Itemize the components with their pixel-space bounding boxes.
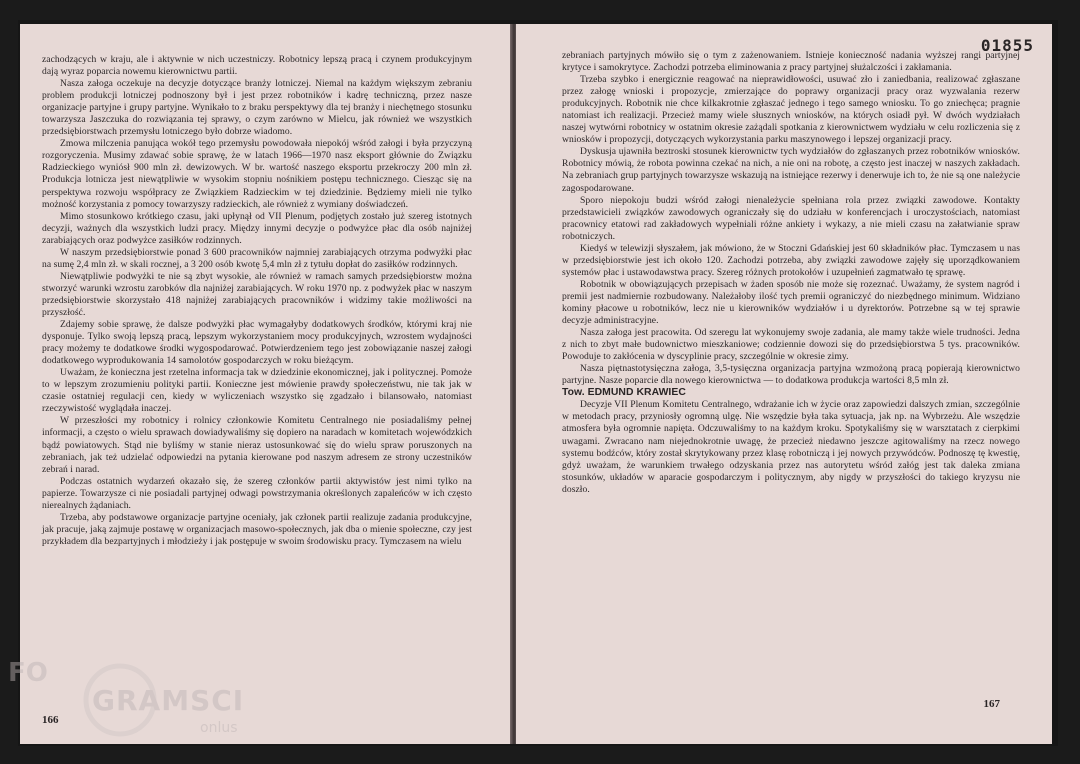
watermark-brand: GRAMSCI	[92, 684, 245, 717]
paragraph: Uważam, że konieczna jest rzetelna informacja tak w dziedzinie ekonomicznej, jak i politycznej. Pomoże to w lepszym zrozumieniu polityki partii. Konieczne jest mówienie prawdy społeczeństwu, nie tak jak w czasie ostatniej regulacji cen, kiedy w wyliczeniach wszystko się zgadzało i bilansowało, natomiast rzeczywistość wyglądała inaczej.	[42, 367, 472, 415]
paragraph: Nasza załoga oczekuje na decyzje dotyczące branży lotniczej. Niemal na każdym większym zebraniu problem produkcji lotniczej podnoszony był i jest przez robotników i kadrę techniczną, przez nasze organizacje partyjne i grupy partyjne. Wynikało to z braku perspektywy dla tej branży i niechętnego stosunku towarzysza Jaszczuka do rozwiązania tej sprawy, o czym zarówno w Mielcu, jak również we wszystkich przedsiębiorstwach przemysłu lotniczego było dobrze wiadomo.	[42, 78, 472, 138]
paragraph: Trzeba, aby podstawowe organizacje partyjne oceniały, jak członek partii realizuje zadania produkcyjne, jak pracuje, jaką zajmuje postawę w organizacjach masowo-społecznych, jak dba o mienie społeczne, czy jest przykładem dla bezpartyjnych i młodzieży i jak postępuje w swoim środowisku pracy. Tymczasem na wielu	[42, 511, 472, 547]
page-number-right: 167	[983, 698, 1000, 710]
paragraph: Zdajemy sobie sprawę, że dalsze podwyżki płac wymagałyby dodatkowych środków, którymi kraj nie dysponuje. Tylko swoją lepszą pracą, lepszym wykorzystaniem mocy produkcyjnych, wzrostem wydajności pracy możemy te dodatkowe środki wygospodarować. Potwierdzeniem tego jest zobowiązanie naszej załogi dodatkowego wyprodukowania 14 samolotów gospodarczych w roku bieżącym.	[42, 319, 472, 367]
left-page-text	[42, 54, 472, 548]
right-text-after-heading	[562, 399, 1020, 495]
watermark-prefix: FO	[8, 658, 48, 688]
paragraph: zachodzących w kraju, ale i aktywnie w nich uczestniczy. Robotnicy lepszą pracą i czynem produkcyjnym dają wyraz poparcia nowemu kierownictwu partii.	[42, 54, 472, 78]
paragraph: Trzeba szybko i energicznie reagować na nieprawidłowości, usuwać zło i zaniedbania, realizować zgłaszane przez załogę wnioski i propozycje, zmierzające do poprawy organizacji pracy oraz wyzwalania rezerw produkcyjnych. Robotnik nie chce kilkakrotnie zgłaszać jednego i tego samego wniosku. To go zniechęca; pragnie natomiast ich realizacji. Przecież mamy wiele słusznych wniosków, na których osiadł pył. W dwóch wydziałach naszej wytwórni robotnicy w ostatnim okresie zażądali spotkania z kierownictwem wydziału w celu rozliczenia się z wniosków i propozycji, dotyczących wykorzystania parku maszynowego i lepszej organizacji pracy.	[562, 74, 1020, 146]
paragraph: Decyzje VII Plenum Komitetu Centralnego, wdrażanie ich w życie oraz zapowiedzi dalszych zmian, szczególnie w metodach pracy, przyniosły ogromną ulgę. Nie wszędzie była taka sytuacja, jak np. na Wybrzeżu. Ale wszędzie atmosfera była ogromnie napięta. Odczuwaliśmy to na każdym kroku. Spotykaliśmy się w warsztatach z cierpkimi uwagami. Zwracano nam niejednokrotnie uwagę, że przecież niedawno jeszcze agitowaliśmy na rzecz nowego systemu bodźców, który został skrytykowany przez klasę robotniczą i jej nowych przywódców. Podnoszę tę kwestię, gdyż uważam, że warunkiem trwałego odzyskania przez nas autorytetu wśród załóg jest tak daleka zmiana stosunków, układów w aparacie gospodarczym i politycznym, aby nigdy w przyszłości do takiego kryzysu nie doszło.	[562, 399, 1020, 495]
paragraph: Kiedyś w telewizji słyszałem, jak mówiono, że w Stoczni Gdańskiej jest 60 składników płac. Tymczasem u nas w przedsiębiorstwie jest ich około 120. Zachodzi potrzeba, aby związki zawodowe zajęły się uporządkowaniem systemów płac i ustawodawstwa pracy. Szereg różnych protokołów i uzupełnień zagmatwało tę sprawę.	[562, 242, 1020, 278]
right-page-text	[562, 50, 1020, 496]
paragraph: Sporo niepokoju budzi wśród załogi nienależycie spełniana rola przez związki zawodowe. Kontakty przedstawicieli związków zawodowych ograniczały się do udziału w konferencjach i uroczystościach, natomiast pracownicy etatowi rad zakładowych wypełniali różne ankiety i wykazy, a nie mieli czasu na załatwianie spraw robotniczych.	[562, 194, 1020, 242]
archive-stamp-number: 01855	[980, 36, 1034, 55]
speaker-heading: Tow. EDMUND KRAWIEC	[562, 387, 686, 399]
right-text-before-heading	[562, 50, 1020, 387]
paragraph: Mimo stosunkowo krótkiego czasu, jaki upłynął od VII Plenum, podjętych zostało już szereg istotnych decyzji, ważnych dla wszystkich ludzi pracy. Między innymi decyzje o podwyżce płac dla osób najniżej zarabiających oraz podwyżce zasiłków rodzinnych.	[42, 210, 472, 246]
paragraph: Podczas ostatnich wydarzeń okazało się, że szereg członków partii aktywistów jest nimi tylko na papierze. Towarzysze ci nie posiadali partyjnej odwagi powstrzymania określonych zapaleńców w ich często nierealnych żądaniach.	[42, 475, 472, 511]
paragraph: W przeszłości my robotnicy i rolnicy członkowie Komitetu Centralnego nie posiadaliśmy pełnej informacji, a często o wielu sprawach dowiadywaliśmy się dopiero na naradach w komitetach wojewódzkich bądź powiatowych. Stąd nie byliśmy w stanie nieraz ustosunkować się do wielu spraw poruszonych na zebraniach, jak też udzielać odpowiedzi na pytania kierowane pod naszym adresem ze strony uczestników zebrań i narad.	[42, 415, 472, 475]
paragraph: Niewątpliwie podwyżki te nie są zbyt wysokie, ale również w ramach samych przedsiębiorstw można stworzyć warunki wzrostu zarobków dla najniżej zarabiających. W roku 1970 np. z podwyżek płac w naszym przedsiębiorstwie skorzystało 418 najniżej zarabiających pracowników i widzimy takie możliwości na przyszłość.	[42, 270, 472, 318]
paragraph: Nasza piętnastotysięczna załoga, 3,5-tysięczna organizacja partyjna wzmożoną pracą popierają kierownictwo partyjne. Nasze poparcie dla nowego kierownictwa — to dodatkowa produkcja wartości 8,5 mln zł.	[562, 363, 1020, 387]
paragraph: Zmowa milczenia panująca wokół tego przemysłu powodowała niepokój wśród załogi i była przyczyną rozgoryczenia. Musimy zdawać sobie sprawę, że w latach 1966—1970 nasz eksport głównie do Związku Radzieckiego wyniósł 900 mln zł. dewizowych. W br. wartość naszego eksportu przekroczy 200 mln zł. Produkcja lotnicza jest niewątpliwie w wysokim stopniu nośnikiem postępu technicznego. Ciesząc się na perspektywa rozwoju współpracy ze Związkiem Radzieckim w tej dziedzinie. Będziemy mieli nie tylko możność korzystania z pomocy towarzyszy radzieckich, ale również z wymiany doświadczeń.	[42, 138, 472, 210]
right-page	[516, 24, 1052, 744]
paragraph: Nasza załoga jest pracowita. Od szeregu lat wykonujemy swoje zadania, ale mamy także wiele trudności. Jedna z nich to zbyt małe budownictwo mieszkaniowe; codziennie dowozi się do przedsiębiorstwa 5 tys. pracowników. Powoduje to zakłócenia w dyscyplinie pracy, szczególnie w okresie zimy.	[562, 327, 1020, 363]
left-page	[20, 24, 512, 744]
paragraph: Dyskusja ujawniła beztroski stosunek kierownictw tych wydziałów do zgłaszanych przez robotników wniosków. Robotnicy mówią, że robota powinna czekać na nich, a nie oni na robotę, a często jest inaczej w naszych zakładach. Na zebraniach grup partyjnych towarzysze wskazują na istniejące rezerwy i denerwuje ich to, że nie są one należycie zagospodarowane.	[562, 146, 1020, 194]
paragraph: W naszym przedsiębiorstwie ponad 3 600 pracowników najmniej zarabiających otrzyma podwyżki płac na sumę 2,4 mln zł. w skali rocznej, a 3 200 osób kwotę 5,4 mln zł z tytułu dopłat do zasiłków rodzinnych.	[42, 246, 472, 270]
watermark-suffix: onlus	[200, 720, 238, 736]
paragraph: zebraniach partyjnych mówiło się o tym z zażenowaniem. Istnieje konieczność nadania wyższej rangi partyjnej krytyce i samokrytyce. Zachodzi potrzeba eliminowania z pracy partyjnej służalczości i zakłamania.	[562, 50, 1020, 74]
page-number-left: 166	[42, 714, 59, 726]
paragraph: Robotnik w obowiązujących przepisach w żaden sposób nie może się rozeznać. Uważamy, że system nagród i premii jest nadmiernie rozbudowany. Należałoby ilość tych premii ograniczyć do niezbędnego minimum. Widziano kominy płacowe u robotników, lecz nie u kierowników wydziałów i u dyrektorów. Potrzebne są w tej sprawie decyzje administracyjne.	[562, 278, 1020, 327]
